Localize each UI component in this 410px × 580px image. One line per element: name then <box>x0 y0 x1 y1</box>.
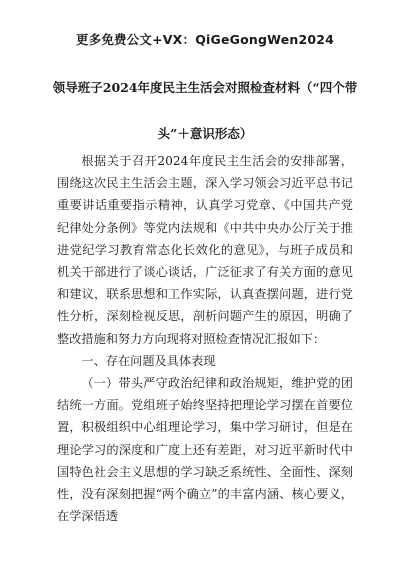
intro-paragraph: 根据关于召开2024年度民主生活会的安排部署，围绕这次民主生活会主题，深入学习领会习近平总书记重要讲话重要指示精神，认真学习党章、《中国共产党纪律处分条例》等党内法规和《中共中央办公厅关于推进党纪学习教育常态化长效化的意见》，与班子成员和机关干部进行了谈心谈话，广泛征求了有关方面的意见和建议，联系思想和工作实际，认真查摆问题，进行党性分析，深刻检视反思，剖析问题产生的原因，明确了整改措施和努力方向现将对照检查情况汇报如下： <box>57 154 353 346</box>
section-paragraph: （一）带头严守政治纪律和政治规矩，维护党的团结统一方面。党组班子始终坚持把理论学习摆在首要位置，积极组织中心组理论学习，集中学习研讨，但是在理论学习的深度和广度上还有差距，对习近平新时代中国特色社会主义思想的学习缺乏系统性、全面性、深刻性，没有深刻把握“两个确立”的丰富内涵、核心要义，在学深悟透 <box>57 376 353 524</box>
promo-header: 更多免费公文+VX：QiGeGongWen2024 <box>75 32 335 47</box>
document-title-line-2: 头”＋意识形态） <box>157 126 253 141</box>
document-title-line-1: 领导班子2024年度民主生活会对照检查材料（“四个带 <box>52 80 358 95</box>
document-body <box>57 150 353 527</box>
section-heading: 一、存在问题及具体表现 <box>81 353 216 368</box>
